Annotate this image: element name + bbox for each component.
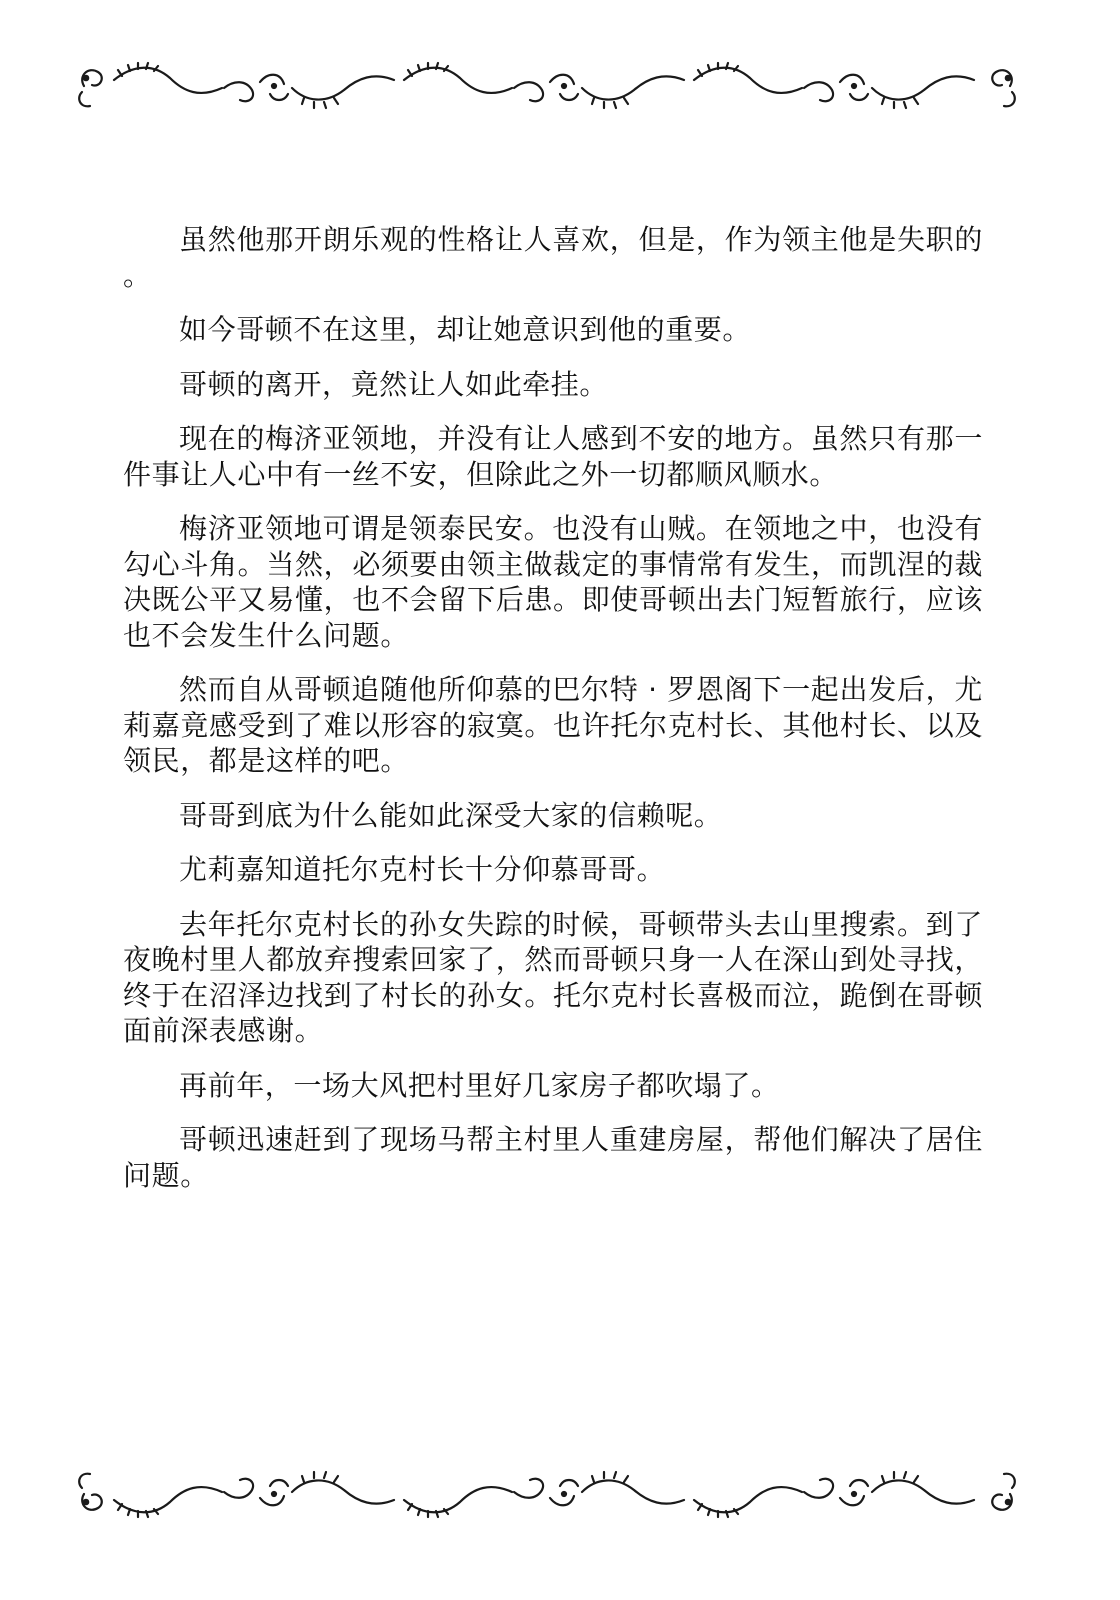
top-ornament-border-icon — [74, 58, 1020, 118]
paragraph: 现在的梅济亚领地，并没有让人感到不安的地方。虽然只有那一件事让人心中有一丝不安，但除此之外一切都顺风顺水。 — [123, 422, 983, 491]
paragraph: 梅济亚领地可谓是领泰民安。也没有山贼。在领地之中，也没有勾心斗角。当然，必须要由领主做裁定的事情常有发生，而凯涅的裁决既公平又易懂，也不会留下后患。即使哥顿出去门短暂旅行，应该也不会发生什么问题。 — [123, 512, 983, 652]
paragraph: 如今哥顿不在这里，却让她意识到他的重要。 — [179, 313, 752, 346]
chapter-text — [123, 222, 983, 1212]
paragraph: 哥顿迅速赶到了现场马帮主村里人重建房屋，帮他们解决了居住问题。 — [123, 1123, 983, 1192]
paragraph: 虽然他那开朗乐观的性格让人喜欢，但是，作为领主他是失职的。 — [123, 223, 983, 292]
paragraph: 然而自从哥顿追随他所仰慕的巴尔特 · 罗恩阁下一起出发后，尤莉嘉竟感受到了难以形容的寂寞。也许托尔克村长、其他村长、以及领民，都是这样的吧。 — [123, 673, 983, 777]
paragraph: 哥哥到底为什么能如此深受大家的信赖呢。 — [179, 798, 723, 832]
paragraph: 再前年，一场大风把村里好几家房子都吹塌了。 — [179, 1068, 780, 1102]
paragraph: 尤莉嘉知道托尔克村长十分仰慕哥哥。 — [179, 853, 666, 886]
bottom-ornament-border-icon — [74, 1462, 1020, 1522]
paragraph: 去年托尔克村长的孙女失踪的时候，哥顿带头去山里搜索。到了夜晚村里人都放弃搜索回家了，然而哥顿只身一人在深山到处寻找，终于在沼泽边找到了村长的孙女。托尔克村长喜极而泣，跪倒在哥顿面前深表感谢。 — [123, 907, 983, 1047]
paragraph: 哥顿的离开，竟然让人如此牵挂。 — [179, 367, 609, 401]
